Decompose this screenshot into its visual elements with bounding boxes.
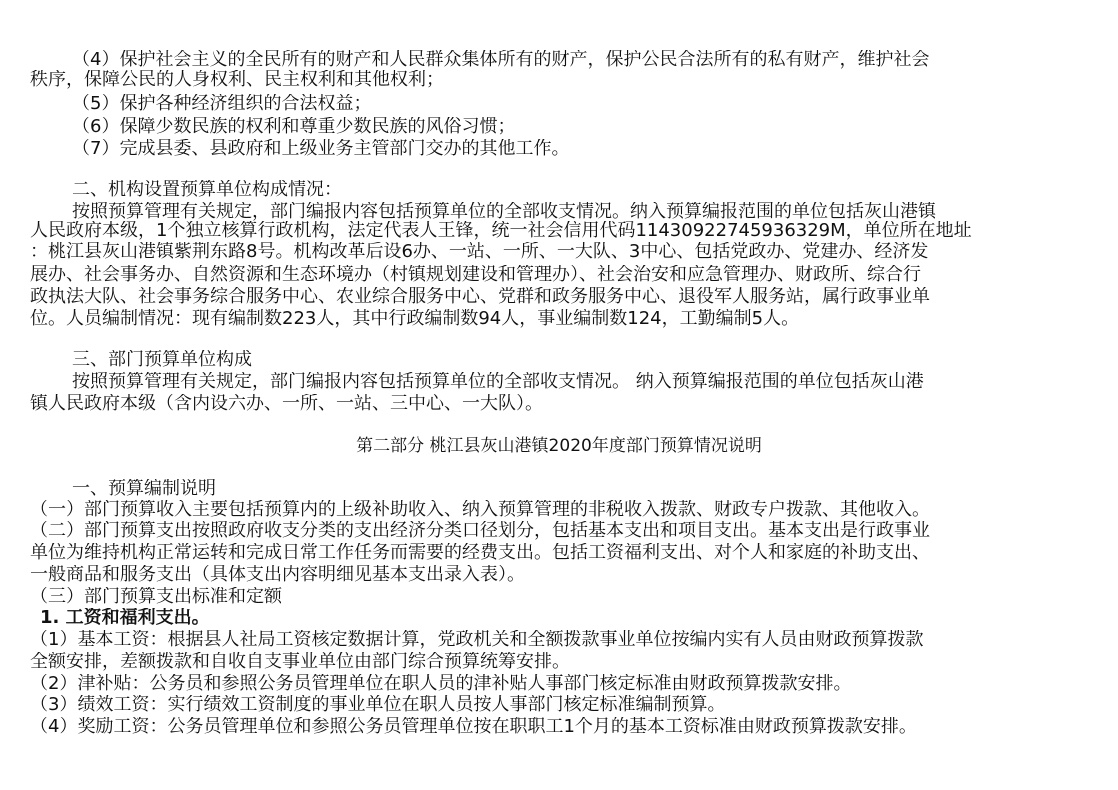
paragraph-line: （4）保护社会主义的全民所有的财产和人民群众集体所有的财产，保护公民合法所有的私有财产，维护社会: [72, 50, 930, 70]
paragraph-line: 按照预算管理有关规定，部门编报内容包括预算单位的全部收支情况。 纳入预算编报范围的单位包括灰山港: [72, 372, 924, 392]
subsection-title: 1. 工资和福利支出。: [40, 608, 210, 628]
paragraph-line: 秩序，保障公民的人身权利、民主权利和其他权利；: [30, 70, 444, 90]
paragraph-line: 政执法大队、社会事务综合服务中心、农业综合服务中心、党群和政务服务中心、退役军人服务站，属行政事业单: [30, 287, 930, 307]
paragraph-line: 一般商品和服务支出（具体支出内容明细见基本支出录入表）。: [30, 565, 525, 585]
paragraph-line: 人民政府本级，1个独立核算行政机构，法定代表人王锋，统一社会信用代码11430922745936329M，单位所在地址: [30, 221, 972, 241]
paragraph-line: 展办、社会事务办、自然资源和生态环境办（村镇规划建设和管理办）、社会治安和应急管理办、财政所、综合行: [30, 265, 921, 285]
paragraph-line: （3）绩效工资：实行绩效工资制度的事业单位在职人员按人事部门核定标准编制预算。: [30, 695, 726, 715]
part-title: 第二部分 桃江县灰山港镇2020年度部门预算情况说明: [356, 436, 762, 456]
paragraph-line: （6）保障少数民族的权利和尊重少数民族的风俗习惯；: [72, 117, 516, 137]
paragraph-line: （二）部门预算支出按照政府收支分类的支出经济分类口径划分，包括基本支出和项目支出。基本支出是行政事业: [30, 521, 930, 541]
subsection-heading: （三）部门预算支出标准和定额: [30, 587, 282, 607]
paragraph-line: 按照预算管理有关规定，部门编报内容包括预算单位的全部收支情况。纳入预算编报范围的单位包括灰山港镇: [72, 202, 936, 222]
paragraph-line: （1）基本工资：根据县人社局工资核定数据计算，党政机关和全额拨款事业单位按编内实有人员由财政预算拨款: [30, 630, 924, 650]
paragraph-line: （一）部门预算收入主要包括预算内的上级补助收入、纳入预算管理的非税收入拨款、财政专户拨款、其他收入。: [30, 500, 930, 520]
paragraph-line: 全额安排，差额拨款和自收自支事业单位由部门综合预算统筹安排。: [30, 652, 570, 672]
paragraph-line: 位。人员编制情况：现有编制数223人，其中行政编制数94人，事业编制数124，工勤编制5人。: [30, 309, 800, 329]
paragraph-line: ：桃江县灰山港镇紫荆东路8号。机构改革后设6办、一站、一所、一大队、3中心、包括党政办、党建办、经济发: [30, 242, 929, 262]
section-heading: 二、机构设置预算单位构成情况：: [72, 180, 342, 200]
paragraph-line: （7）完成县委、县政府和上级业务主管部门交办的其他工作。: [72, 139, 570, 159]
section-heading: 一、预算编制说明: [72, 479, 216, 499]
paragraph-line: （2）津补贴：公务员和参照公务员管理单位在职人员的津补贴人事部门核定标准由财政预算拨款安排。: [30, 674, 852, 694]
paragraph-line: （5）保护各种经济组织的合法权益；: [72, 94, 372, 114]
section-heading: 三、部门预算单位构成: [72, 350, 252, 370]
paragraph-line: （4）奖励工资：公务员管理单位和参照公务员管理单位按在职职工1个月的基本工资标准由财政预算拨款安排。: [30, 717, 917, 737]
paragraph-line: 单位为维持机构正常运转和完成日常工作任务而需要的经费支出。包括工资福利支出、对个人和家庭的补助支出、: [30, 543, 930, 563]
paragraph-line: 镇人民政府本级（含内设六办、一所、一站、三中心、一大队）。: [30, 394, 543, 414]
